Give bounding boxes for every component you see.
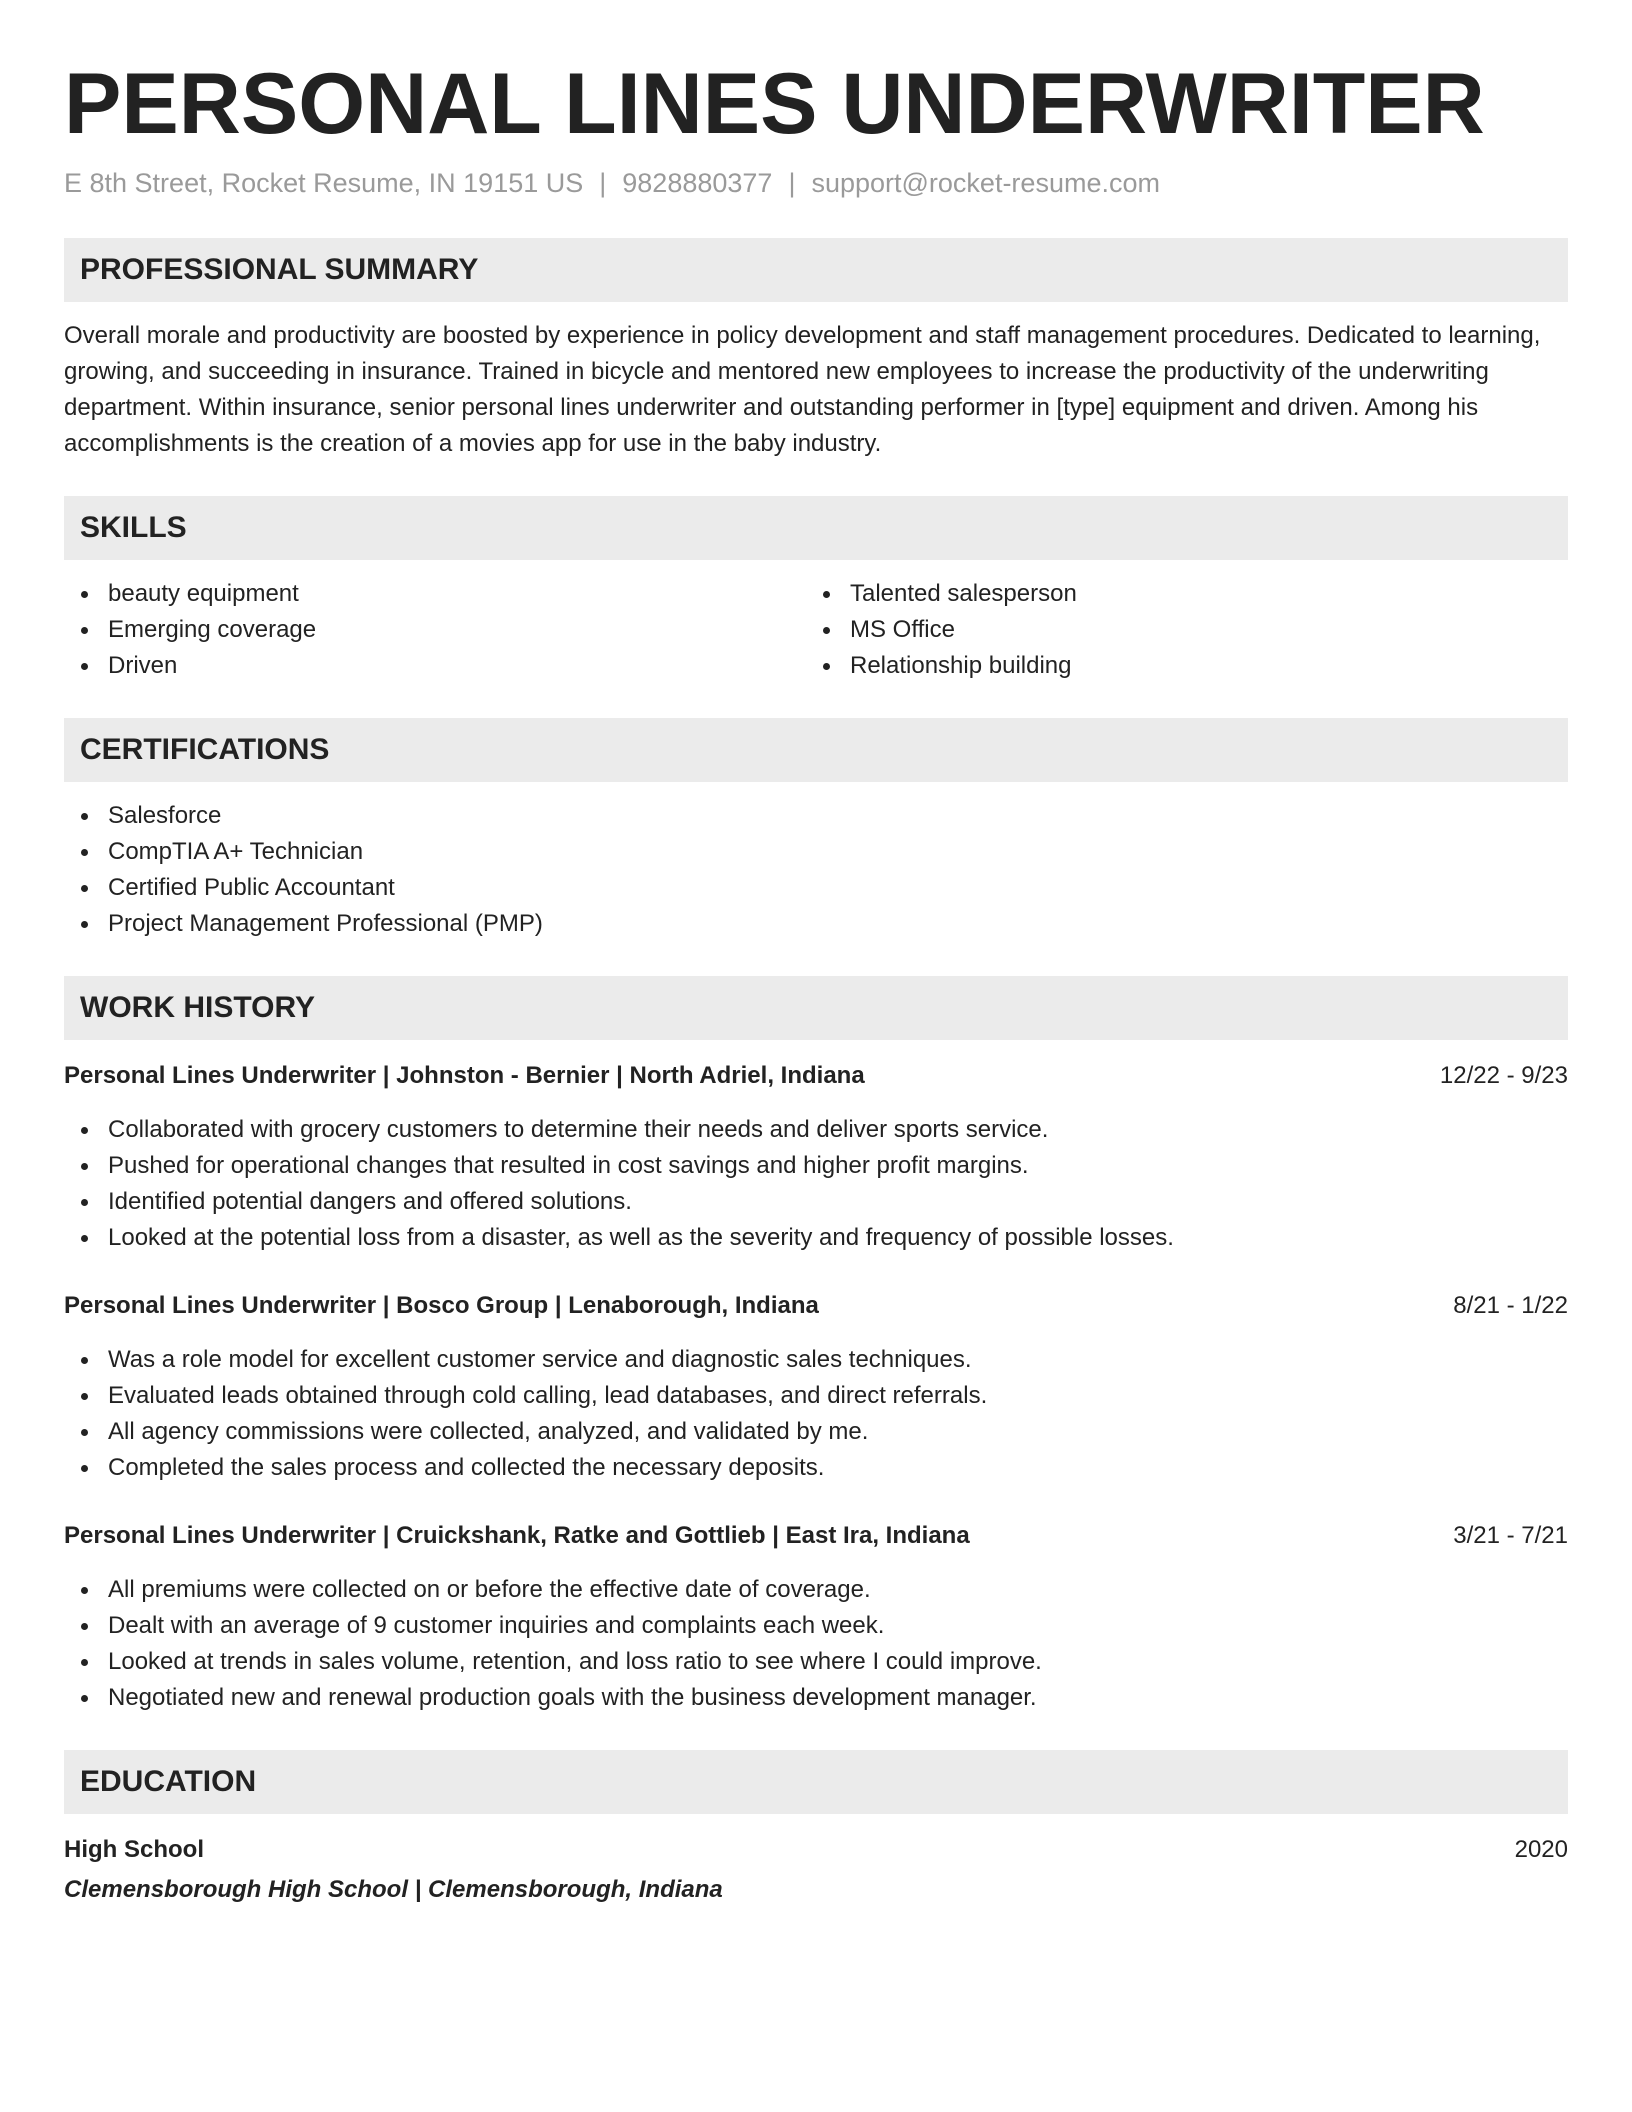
education-entry — [64, 1832, 1568, 1908]
job-bullet: Negotiated new and renewal production goals with the business development manager. — [64, 1680, 1568, 1716]
skills-column-right — [806, 576, 1548, 684]
contact-separator: | — [788, 168, 796, 198]
contact-separator: | — [599, 168, 607, 198]
summary-text: Overall morale and productivity are boosted by experience in policy development and staff management procedures. Dedicated to learning, growing, and succeeding in insurance. Trained in bicycle and mentored new employees to increase the productivity of the underwriting department. Within insurance, senior personal lines underwriter and outstanding performer in [type] equipment and driven. Among his accomplishments is the creation of a movies app for use in the baby industry. — [64, 322, 1541, 457]
job-bullets — [64, 1572, 1568, 1716]
education-year: 2020 — [1514, 1836, 1568, 1863]
job-dates: 12/22 - 9/23 — [1439, 1062, 1568, 1089]
job-bullets — [64, 1112, 1568, 1256]
contact-phone: 9828880377 — [622, 168, 773, 198]
contact-address: E 8th Street, Rocket Resume, IN 19151 US — [64, 168, 584, 198]
skill-item: Talented salesperson — [806, 576, 1548, 612]
job-bullet: Looked at the potential loss from a disaster, as well as the severity and frequency of possible losses. — [64, 1220, 1568, 1256]
education-school: Clemensborough High School | Clemensborough, Indiana — [64, 1876, 723, 1903]
job-bullet: Looked at trends in sales volume, retention, and loss ratio to see where I could improve. — [64, 1644, 1568, 1680]
section-header-education: EDUCATION — [64, 1750, 1568, 1814]
resume-title: PERSONAL LINES UNDERWRITER — [64, 56, 1485, 152]
job-bullet: All agency commissions were collected, analyzed, and validated by me. — [64, 1414, 1568, 1450]
education-degree: High School — [64, 1836, 204, 1863]
certification-item: Certified Public Accountant — [64, 870, 1568, 906]
section-header-summary: PROFESSIONAL SUMMARY — [64, 238, 1568, 302]
job-bullet: Evaluated leads obtained through cold calling, lead databases, and direct referrals. — [64, 1378, 1568, 1414]
resume-page — [64, 52, 1568, 1908]
job-bullet: All premiums were collected on or before the effective date of coverage. — [64, 1572, 1568, 1608]
job-bullet: Was a role model for excellent customer service and diagnostic sales techniques. — [64, 1342, 1568, 1378]
certifications-list — [64, 798, 1568, 942]
job-title: Personal Lines Underwriter | Cruickshank, Ratke and Gottlieb | East Ira, Indiana — [64, 1522, 970, 1549]
job-bullet: Completed the sales process and collected the necessary deposits. — [64, 1450, 1568, 1486]
skill-item: Driven — [64, 648, 806, 684]
job-entry — [64, 1518, 1568, 1716]
contact-email: support@rocket-resume.com — [811, 168, 1160, 198]
job-bullets — [64, 1342, 1568, 1486]
certification-item: Project Management Professional (PMP) — [64, 906, 1568, 942]
job-bullet: Collaborated with grocery customers to determine their needs and deliver sports service. — [64, 1112, 1568, 1148]
skills-list — [64, 576, 1568, 684]
job-bullet: Pushed for operational changes that resulted in cost savings and higher profit margins. — [64, 1148, 1568, 1184]
certification-item: Salesforce — [64, 798, 1568, 834]
job-header — [64, 1058, 1568, 1094]
job-bullet: Dealt with an average of 9 customer inquiries and complaints each week. — [64, 1608, 1568, 1644]
job-title: Personal Lines Underwriter | Johnston - Bernier | North Adriel, Indiana — [64, 1062, 865, 1089]
skills-column-left — [64, 576, 806, 684]
section-header-certifications: CERTIFICATIONS — [64, 718, 1568, 782]
skill-item: Emerging coverage — [64, 612, 806, 648]
job-header — [64, 1288, 1568, 1324]
job-bullet: Identified potential dangers and offered solutions. — [64, 1184, 1568, 1220]
section-header-work-history: WORK HISTORY — [64, 976, 1568, 1040]
section-header-skills: SKILLS — [64, 496, 1568, 560]
skill-item: Relationship building — [806, 648, 1548, 684]
job-header — [64, 1518, 1568, 1554]
job-dates: 8/21 - 1/22 — [1453, 1292, 1568, 1319]
skill-item: beauty equipment — [64, 576, 806, 612]
skill-item: MS Office — [806, 612, 1548, 648]
job-entry — [64, 1288, 1568, 1486]
job-entry — [64, 1058, 1568, 1256]
contact-line — [64, 166, 1568, 200]
job-dates: 3/21 - 7/21 — [1453, 1522, 1568, 1549]
certification-item: CompTIA A+ Technician — [64, 834, 1568, 870]
job-title: Personal Lines Underwriter | Bosco Group | Lenaborough, Indiana — [64, 1292, 819, 1319]
education-header — [64, 1832, 1568, 1868]
